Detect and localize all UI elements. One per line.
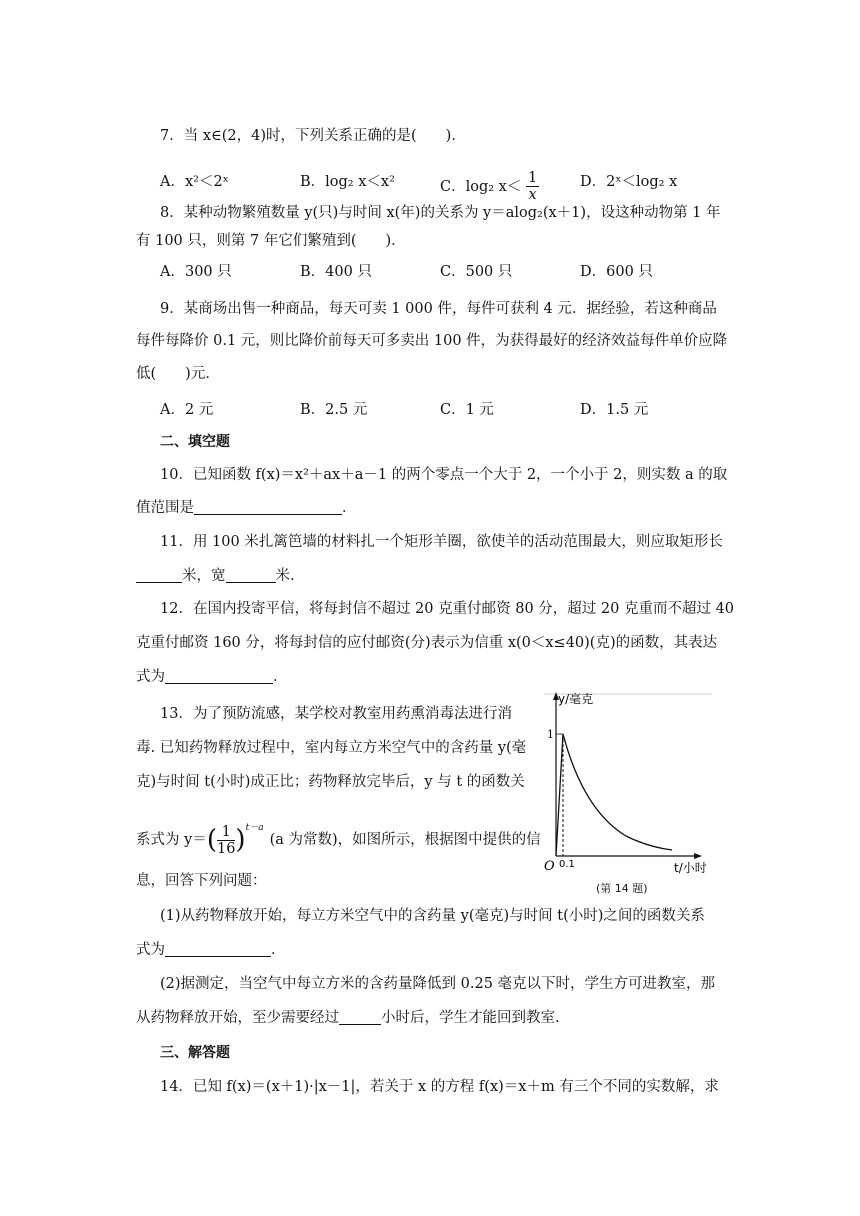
q8-options bbox=[160, 260, 720, 281]
q13-fraction bbox=[217, 824, 235, 857]
q7-option-d: D．2ˣ＜log₂ x bbox=[580, 174, 678, 190]
q13-line2: 毒. 已知药物释放过程中，室内每立方米空气中的含药量 y(毫 bbox=[136, 740, 527, 756]
q11-line2-end: 米. bbox=[275, 568, 295, 584]
q13-sub2-line2 bbox=[136, 1008, 560, 1028]
section-solve-title: 三、解答题 bbox=[160, 1045, 230, 1061]
q9-line1: 9．某商场出售一种商品，每天可卖 1 000 件，每件可获利 4 元．据经验，若这种商品 bbox=[160, 301, 717, 317]
q9-option-c: C．1 元 bbox=[440, 402, 494, 418]
q9-option-a: A．2 元 bbox=[160, 402, 214, 418]
q9-option-d: D．1.5 元 bbox=[580, 402, 649, 418]
frac-denominator: x bbox=[528, 187, 537, 203]
q7-option-c bbox=[440, 170, 580, 203]
q7-option-a: A．x²＜2ˣ bbox=[160, 174, 229, 190]
q11-length-blank[interactable] bbox=[136, 567, 182, 583]
q14-line1: 14．已知 f(x)＝(x＋1)·|x－1|，若关于 x 的方程 f(x)＝x＋m 有三个不同的实数解，求 bbox=[160, 1079, 719, 1095]
q13-sub1-line2 bbox=[136, 940, 286, 960]
q13-sub2-line1: (2)据测定，当空气中每立方米的含药量降低到 0.25 毫克以下时，学生方可进教室，那 bbox=[160, 976, 716, 992]
q8-option-b: B．400 只 bbox=[300, 264, 372, 280]
q7-option-c-text: C．log₂ x＜ bbox=[440, 178, 522, 195]
q9-option-b: B．2.5 元 bbox=[300, 402, 368, 418]
section-fill-in-title: 二、填空题 bbox=[160, 434, 230, 450]
frac-denominator: 16 bbox=[216, 840, 236, 857]
q12-line2: 克重付邮资 160 分，将每封信的应付邮资(分)表示为信重 x(0＜x≤40)(克)的函数，其表达 bbox=[136, 635, 718, 651]
q7-stem: 7．当 x∈(2，4)时，下列关系正确的是( )． bbox=[160, 128, 466, 144]
frac-numerator: 1 bbox=[527, 170, 538, 186]
q12-line3-end: ． bbox=[273, 669, 288, 685]
q13-exponent: t－a bbox=[245, 823, 264, 833]
q7-option-b: B．log₂ x＜x² bbox=[300, 174, 395, 190]
q9-line2: 每件每降价 0.1 元，则比降价前每天可多卖出 100 件，为获得最好的经济效益每件单价应降 bbox=[136, 333, 728, 349]
q10-line2-text: 值范围是 bbox=[136, 500, 194, 516]
q13-sub2-line2-end: 小时后，学生才能回到教室. bbox=[381, 1010, 560, 1026]
q13-line4-text: 系式为 y＝ bbox=[136, 832, 207, 848]
origin-label: O bbox=[544, 859, 555, 874]
q13-line3: 克)与时间 t(小时)成正比；药物释放完毕后，y 与 t 的函数关 bbox=[136, 774, 525, 790]
q10-line2 bbox=[136, 498, 357, 518]
figure-caption: (第 14 题) bbox=[596, 882, 648, 895]
q12-line3-text: 式为 bbox=[136, 669, 165, 685]
q8-line1: 8．某种动物繁殖数量 y(只)与时间 x(年)的关系为 y＝alog₂(x＋1)，设这种动物第 1 年 bbox=[160, 205, 721, 221]
q8-line2: 有 100 只，则第 7 年它们繁殖到( )． bbox=[136, 233, 406, 249]
q12-line3 bbox=[136, 667, 288, 687]
q7-options bbox=[160, 170, 720, 203]
q13-sub1-answer-blank[interactable] bbox=[165, 941, 271, 957]
q9-line3: 低( )元． bbox=[136, 366, 220, 382]
q9-options bbox=[160, 398, 720, 419]
concentration-curve bbox=[556, 734, 672, 856]
q10-line1: 10．已知函数 f(x)＝x²＋ax＋a－1 的两个零点一个大于 2，一个小于 2，则实数 a 的取 bbox=[160, 467, 728, 483]
q11-line2-text: 米，宽 bbox=[182, 568, 226, 584]
q13-line4-rest: (a 为常数)，如图所示，根据图中提供的信 bbox=[269, 832, 541, 848]
frac-numerator: 1 bbox=[217, 824, 235, 841]
q12-answer-blank[interactable] bbox=[165, 668, 273, 684]
q13-sub1-line2-end: ． bbox=[271, 942, 286, 958]
q7-option-c-fraction bbox=[526, 170, 539, 203]
q13-line5: 息，回答下列问题： bbox=[136, 873, 267, 889]
q13-sub2-answer-blank[interactable] bbox=[339, 1009, 381, 1025]
q13-sub1-line2-text: 式为 bbox=[136, 942, 165, 958]
q12-line1: 12．在国内投寄平信，将每封信不超过 20 克重付邮资 80 分，超过 20 克重而不超过 40 bbox=[160, 601, 735, 617]
q8-option-d: D．600 只 bbox=[580, 264, 653, 280]
q13-sub1-line1: (1)从药物释放开始，每立方米空气中的含药量 y(毫克)与时间 t(小时)之间的函数关系 bbox=[160, 908, 705, 924]
concentration-figure bbox=[536, 688, 716, 880]
q8-option-a: A．300 只 bbox=[160, 264, 232, 280]
q13-sub2-line2-text: 从药物释放开始，至少需要经过 bbox=[136, 1010, 339, 1026]
y-axis-label: y/毫克 bbox=[558, 692, 594, 706]
x-tick-label: 0.1 bbox=[559, 859, 575, 870]
q13-line4: 系式为 y＝( $\frac{1}{16}$ )$^{t-a}$(a 为常数)，如图所示，根据图中提供的信 bbox=[136, 823, 541, 857]
q8-option-c: C．500 只 bbox=[440, 264, 513, 280]
q10-answer-blank[interactable] bbox=[194, 499, 342, 515]
q10-line2-end: ． bbox=[342, 500, 357, 516]
x-axis-label: t/小时 bbox=[674, 861, 707, 875]
y-tick-label: 1 bbox=[547, 728, 554, 741]
q11-line1: 11．用 100 米扎篱笆墙的材料扎一个矩形羊圈，欲使羊的活动范围最大，则应取矩形长 bbox=[160, 534, 723, 550]
x-axis-arrow bbox=[694, 853, 702, 859]
q11-line2 bbox=[136, 566, 295, 586]
q13-line1: 13．为了预防流感，某学校对教室用药熏消毒法进行消 bbox=[160, 706, 512, 722]
q11-width-blank[interactable] bbox=[226, 567, 276, 583]
